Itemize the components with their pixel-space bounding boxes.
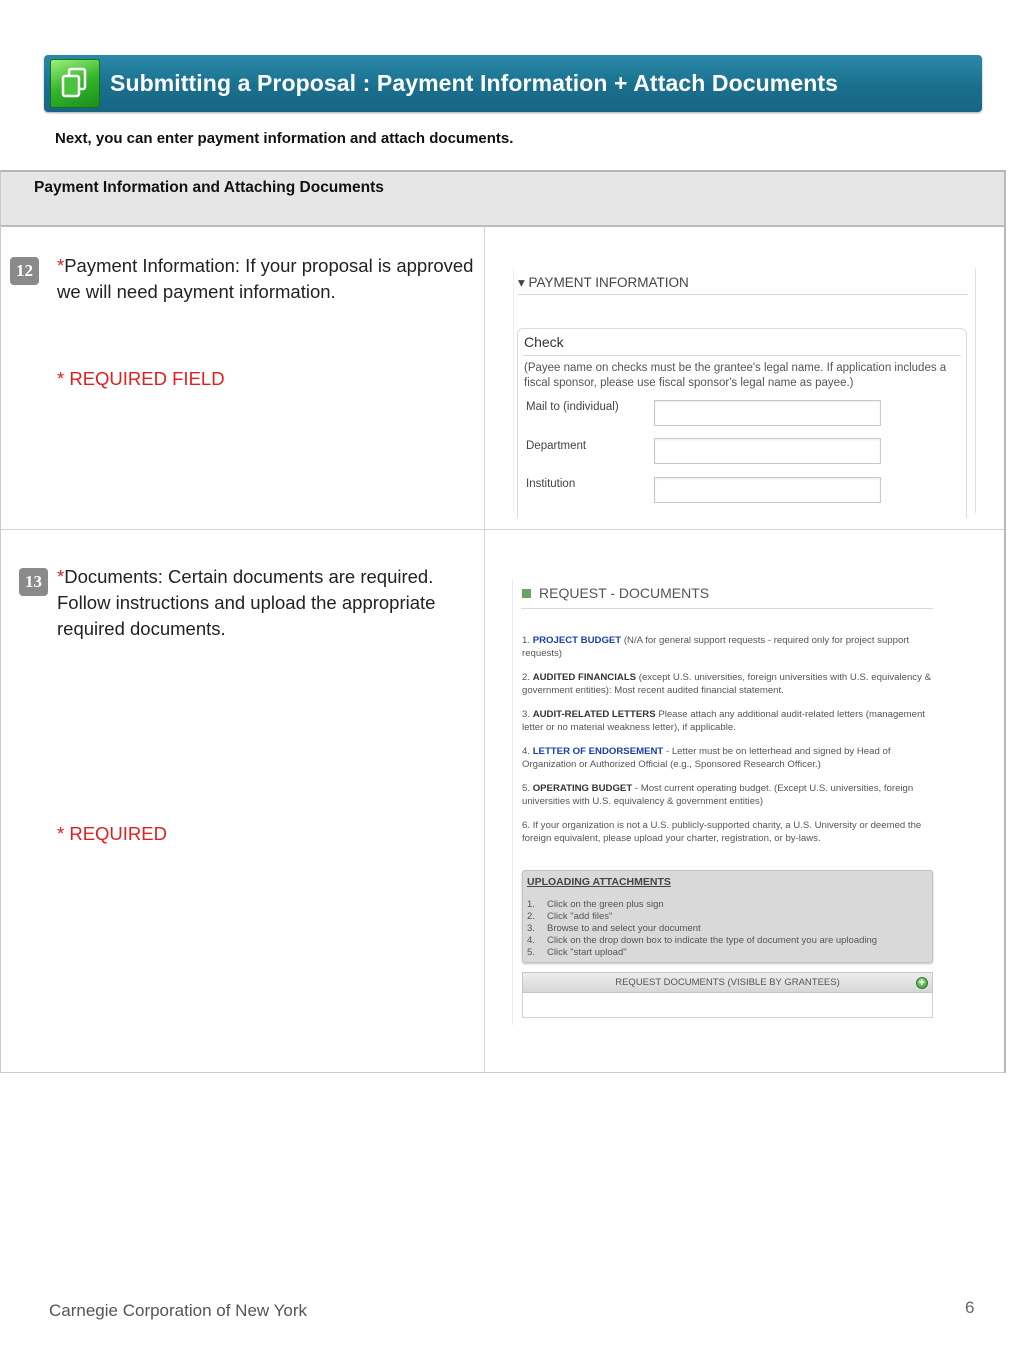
- step-13-badge: 13: [19, 568, 48, 596]
- intro-text: Next, you can enter payment information and attach documents.: [55, 130, 514, 147]
- step-13-required-note: * REQUIRED: [57, 823, 167, 844]
- step-text: Click "start upload": [547, 947, 627, 958]
- add-document-plus-icon[interactable]: +: [916, 977, 928, 989]
- step-12-badge: 12: [10, 257, 39, 285]
- item-number: 1.: [522, 635, 531, 646]
- step-number: 5.: [527, 947, 535, 958]
- item-title: OPERATING BUDGET: [532, 783, 633, 794]
- request-documents-label: REQUEST DOCUMENTS (VISIBLE BY GRANTEES): [615, 977, 840, 988]
- request-documents-bar: [522, 972, 933, 993]
- payment-information-panel: [513, 268, 976, 513]
- column-divider: [484, 227, 485, 1073]
- required-asterisk: *: [57, 566, 65, 587]
- item-description: Please attach any additional audit-related letters (management letter or no material weakness letter), if applicable.: [522, 709, 925, 733]
- check-title: Check: [524, 334, 564, 350]
- title-banner: [44, 55, 982, 112]
- step-text: Click on the drop down box to indicate the type of document you are uploading: [547, 935, 878, 946]
- uploading-attachments-box: [522, 870, 933, 963]
- list-item: [527, 911, 927, 923]
- item-description: - Letter must be on letterhead and signed by Head of Organization or Authorized Official (e.g., Sponsored Research Officer.): [522, 746, 891, 770]
- step-number: 3.: [527, 923, 535, 934]
- document-list: [522, 635, 934, 857]
- mail-to-input[interactable]: [654, 400, 881, 426]
- list-item: [522, 672, 934, 697]
- mail-to-label: Mail to (individual): [526, 401, 619, 413]
- list-item: [527, 923, 927, 935]
- request-documents-panel: [512, 580, 937, 1025]
- list-item: [522, 746, 934, 771]
- step-text: Click "add files": [547, 911, 613, 922]
- step-text: Browse to and select your document: [547, 923, 701, 934]
- upload-steps-list: [527, 899, 927, 959]
- heading-divider: [518, 294, 968, 295]
- step-12-required-note: * REQUIRED FIELD: [57, 368, 225, 389]
- check-note: (Payee name on checks must be the grantee's legal name. If application includes a fiscal sponsor, please use fiscal sponsor's legal name as payee.): [524, 362, 947, 389]
- step-12-description: [57, 253, 477, 305]
- item-number: 5.: [522, 783, 531, 794]
- list-item: [527, 947, 927, 959]
- project-budget-link[interactable]: PROJECT BUDGET: [532, 635, 622, 646]
- item-description: (N/A for general support requests - required only for project support requests): [522, 635, 910, 659]
- step-number: 2.: [527, 911, 535, 922]
- step-number: 4.: [527, 935, 535, 946]
- item-number: 4.: [522, 746, 531, 757]
- item-title: AUDIT-RELATED LETTERS: [532, 709, 656, 720]
- institution-label: Institution: [526, 478, 576, 490]
- step-13-text: Documents: Certain documents are required. Follow instructions and upload the appropriate required documents.: [57, 566, 436, 639]
- footer-organization: Carnegie Corporation of New York: [49, 1301, 307, 1320]
- page-number: 6: [965, 1298, 975, 1317]
- item-number: 2.: [522, 672, 531, 683]
- item-number: 3.: [522, 709, 531, 720]
- list-item: [522, 820, 934, 845]
- list-item: [527, 935, 927, 947]
- check-section: [517, 328, 967, 518]
- copy-documents-icon: [50, 59, 100, 108]
- letter-of-endorsement-link[interactable]: LETTER OF ENDORSEMENT: [532, 746, 664, 757]
- list-item: [527, 899, 927, 911]
- item-number: 6.: [522, 820, 531, 831]
- uploading-attachments-title: UPLOADING ATTACHMENTS: [527, 876, 671, 888]
- request-documents-heading: REQUEST - DOCUMENTS: [539, 585, 710, 601]
- page-title: Submitting a Proposal : Payment Information + Attach Documents: [110, 70, 839, 96]
- item-title: AUDITED FINANCIALS: [532, 672, 637, 683]
- table-header: [1, 172, 1004, 227]
- department-input[interactable]: [654, 438, 881, 464]
- step-number: 1.: [527, 899, 535, 910]
- step-12-text: Payment Information: If your proposal is approved we will need payment information.: [57, 255, 474, 302]
- list-item: [522, 783, 934, 808]
- step-text: Click on the green plus sign: [547, 899, 664, 910]
- payment-information-heading[interactable]: ▾ PAYMENT INFORMATION: [518, 275, 689, 290]
- institution-input[interactable]: [654, 477, 881, 503]
- step-13-description: [57, 564, 477, 642]
- item-description: - Most current operating budget. (Except U.S. universities, foreign universities with U.S. equivalency & government entities): [522, 783, 914, 807]
- list-item: [522, 635, 934, 660]
- square-bullet-icon: [522, 589, 531, 598]
- item-description: (except U.S. universities, foreign universities with U.S. equivalency & government entities): Most recent audited financial statement.: [522, 672, 931, 696]
- table-header-label: Payment Information and Attaching Documents: [34, 179, 384, 196]
- row-divider: [1, 529, 1004, 530]
- required-asterisk: *: [57, 255, 65, 276]
- list-item: [522, 709, 934, 734]
- item-description: If your organization is not a U.S. publicly-supported charity, a U.S. University or deemed the foreign equivalent, please upload your charter, registration, or by-laws.: [522, 820, 922, 844]
- department-label: Department: [526, 440, 587, 452]
- request-documents-list-area: [522, 993, 933, 1018]
- check-divider: [523, 355, 961, 356]
- heading-divider: [521, 608, 933, 609]
